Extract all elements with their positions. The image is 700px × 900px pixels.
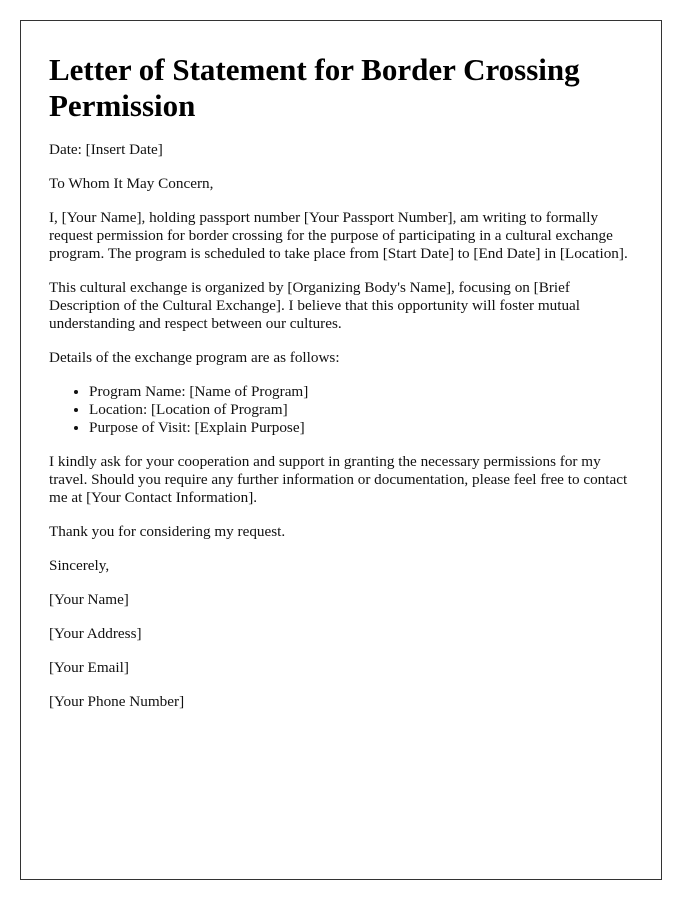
closing-line: Sincerely, bbox=[49, 557, 110, 574]
details-intro: Details of the exchange program are as follows: bbox=[49, 349, 340, 366]
signature-phone: [Your Phone Number] bbox=[49, 693, 185, 710]
salutation: To Whom It May Concern, bbox=[49, 175, 214, 192]
detail-item-location: • Location: [Location of Program] bbox=[89, 401, 633, 419]
thanks-line: Thank you for considering my request. bbox=[49, 523, 286, 540]
signature-name: [Your Name] bbox=[49, 591, 129, 608]
organizer-paragraph: This cultural exchange is organized by [Organizing Body's Name], focusing on [Brief Description of the Cultural Exchange]. I believe that this opportunity will foster mutual understanding and respect between our cultures. bbox=[49, 279, 581, 332]
detail-item-purpose: • Purpose of Visit: [Explain Purpose] bbox=[89, 419, 633, 437]
letter-content bbox=[21, 21, 661, 711]
intro-paragraph: I, [Your Name], holding passport number [Your Passport Number], am writing to formally request permission for border crossing for the purpose of participating in a cultural exchange program. The program is scheduled to take place from [Start Date] to [End Date] in [Location]. bbox=[49, 209, 628, 262]
signature-email: [Your Email] bbox=[49, 659, 129, 676]
letter-title: Letter of Statement for Border Crossing Permission bbox=[49, 52, 580, 123]
date-line: Date: [Insert Date] bbox=[49, 141, 163, 158]
details-list bbox=[49, 383, 633, 437]
letter-page bbox=[20, 20, 662, 880]
request-paragraph: I kindly ask for your cooperation and support in granting the necessary permissions for my travel. Should you require any further information or documentation, please feel free to contact me at [Your Contact Information]. bbox=[49, 453, 628, 506]
signature-address: [Your Address] bbox=[49, 625, 142, 642]
detail-item-program-name: • Program Name: [Name of Program] bbox=[89, 383, 633, 401]
